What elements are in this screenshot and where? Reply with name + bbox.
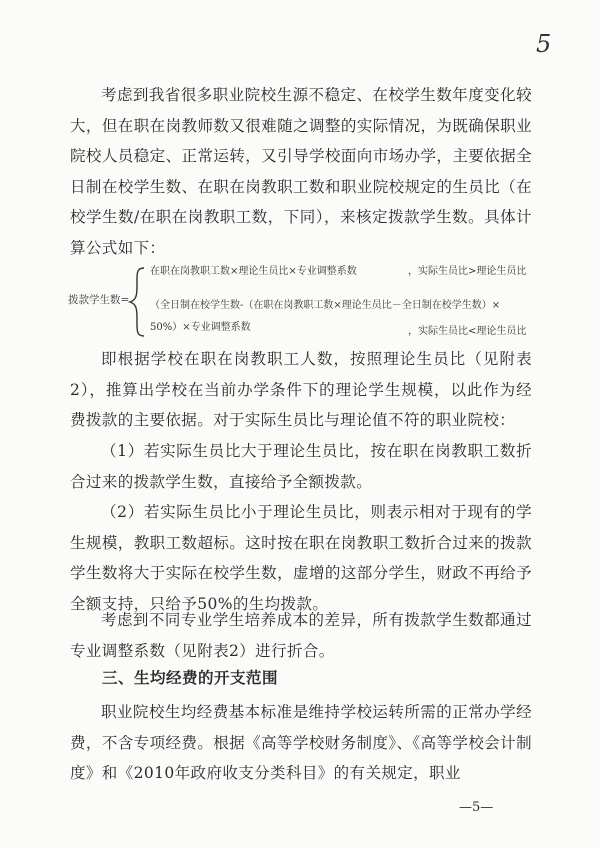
formula-label: 拨款学生数= bbox=[68, 294, 130, 306]
formula-case-1: 在职在岗教职工数×理论生员比×专业调整系数 bbox=[150, 266, 357, 277]
page-corner-number: 5 bbox=[536, 30, 552, 58]
paragraph-4: 职业院校生均经费基本标准是维持学校运转所需的正常办学经费，不含专项经费。根据《高等学校财务制度》、《高等学校会计制度》和《2010年政府收支分类科目》的有关规定，职业 bbox=[70, 703, 532, 782]
formula-condition-2: ，实际生员比<理论生员比 bbox=[408, 326, 527, 337]
paragraph-2: 即根据学校在职在岗教职工人数，按照理论生员比（见附表2），推算出学校在当前办学条件下的理论学生规模，以此作为经费拨款的主要依据。对于实际生员比与理论值不符的职业院校： bbox=[70, 350, 532, 429]
left-brace-icon bbox=[128, 266, 146, 338]
formula-case-2-line-1: （全日制在校学生数-（在职在岗教职工数×理论生员比－全日制在校学生数）× bbox=[150, 300, 501, 311]
list-item-2: （2）若实际生员比小于理论生员比，则表示相对于现有的学生规模，教职工数超标。这时按在职在岗教职工数折合过来的拨款学生数将大于实际在校学生数，虚增的这部分学生，财政不再给予全额支持，只给予50%的生均拨款。 bbox=[70, 503, 532, 613]
formula-condition-1: ，实际生员比>理论生员比 bbox=[408, 266, 527, 277]
formula-block bbox=[68, 262, 548, 342]
formula-case-2-line-2: 50%）×专业调整系数 bbox=[150, 322, 251, 333]
list-item-1: （1）若实际生员比大于理论生员比，按在职在岗教职工数折合过来的拨款学生数，直接给予全额拨款。 bbox=[70, 442, 532, 491]
section-heading: 三、生均经费的开支范围 bbox=[102, 669, 279, 687]
paragraph-3: 考虑到不同专业学生培养成本的差异，所有拨款学生数都通过专业调整系数（见附表2）进行折合。 bbox=[70, 611, 532, 660]
page-footer-number: —5— bbox=[459, 800, 494, 815]
paragraph-1: 考虑到我省很多职业院校生源不稳定、在校学生数年度变化较大，但在职在岗教师数又很难随之调整的实际情况，为既确保职业院校人员稳定、正常运转，又引导学校面向市场办学，主要依据全日制在校学生数、在职在岗教职工数和职业院校规定的生员比（在校学生数/在职在岗教职工数，下同），来核定拨款学生数。具体计算公式如下： bbox=[70, 86, 532, 257]
